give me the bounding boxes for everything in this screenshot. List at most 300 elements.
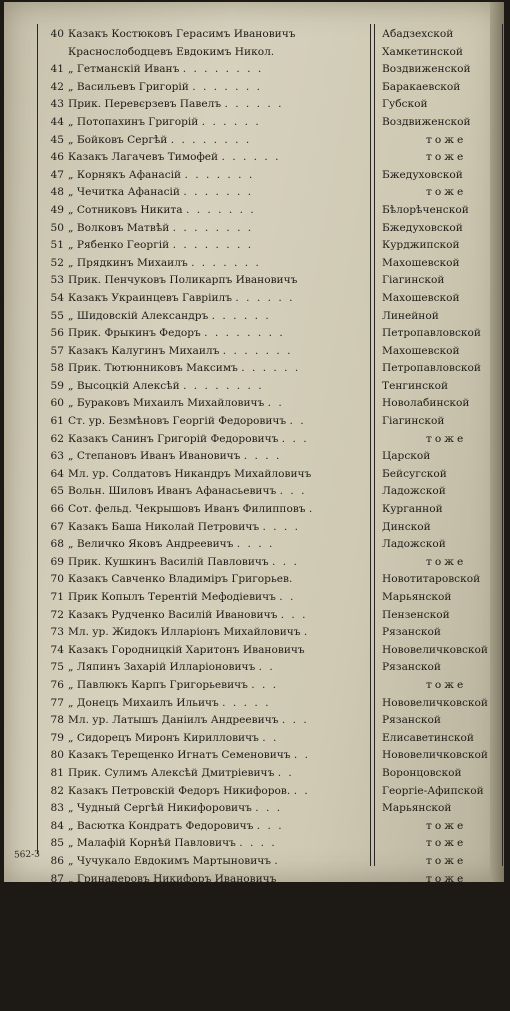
table-row bbox=[4, 360, 504, 378]
leader-dots: . . . . bbox=[236, 538, 275, 551]
row-number: 51 bbox=[50, 239, 64, 252]
rank-label: Вольн. bbox=[68, 485, 106, 498]
rank-label: „ bbox=[68, 731, 74, 744]
person-entry bbox=[68, 360, 368, 378]
table-row bbox=[4, 519, 504, 537]
stanitsa-name: Царской bbox=[382, 450, 431, 463]
rank-label: Сот. фельд. bbox=[68, 503, 133, 516]
table-row bbox=[4, 835, 504, 853]
row-number: 81 bbox=[50, 766, 64, 779]
table-row bbox=[4, 184, 504, 202]
leader-dots: . . bbox=[293, 784, 310, 797]
row-number: 49 bbox=[50, 203, 64, 216]
rank-label: „ bbox=[68, 186, 74, 199]
row-number: 94 bbox=[50, 995, 64, 1008]
stanitsa-name: тоже bbox=[426, 133, 467, 146]
person-name: Фрыкинъ Федоръ bbox=[104, 327, 201, 340]
row-number: 46 bbox=[50, 151, 64, 164]
stanitsa-name: Ладожской bbox=[382, 538, 446, 551]
person-entry bbox=[68, 571, 368, 589]
row-number: 70 bbox=[50, 573, 64, 586]
leader-dots: . . . bbox=[255, 978, 283, 991]
leader-dots: . bbox=[303, 626, 310, 639]
leader-dots: . . . . . . . . bbox=[204, 327, 285, 340]
stanitsa-name: Петропавловской bbox=[382, 362, 481, 375]
stanitsa-name: Воздвиженской bbox=[382, 115, 471, 128]
row-number: 48 bbox=[50, 186, 64, 199]
stanitsa-name: Рязанской bbox=[382, 626, 441, 639]
rank-label: Казакъ bbox=[68, 151, 108, 164]
person-name: Тютюнниковъ Максимъ bbox=[104, 362, 238, 375]
leader-dots: . . . bbox=[255, 802, 283, 815]
row-number: 78 bbox=[50, 714, 64, 727]
stanitsa-name: Пензенской bbox=[382, 608, 450, 621]
person-name: Сотниковъ Никита bbox=[76, 203, 183, 216]
row-number: 52 bbox=[50, 256, 64, 269]
person-entry bbox=[68, 554, 368, 572]
person-name: Васильевъ Григорій bbox=[76, 80, 189, 93]
person-name: Чечитка Афанасій bbox=[76, 186, 180, 199]
table-row bbox=[4, 589, 504, 607]
leader-dots: . . . bbox=[251, 678, 279, 691]
row-number: 56 bbox=[50, 327, 64, 340]
person-entry bbox=[68, 871, 368, 889]
row-number: 44 bbox=[50, 115, 64, 128]
person-name: Кушкинъ Василій Павловичъ bbox=[104, 555, 269, 568]
table-row bbox=[4, 44, 504, 62]
table-row bbox=[4, 237, 504, 255]
person-name: Терещенко Игнатъ Семеновичъ bbox=[111, 749, 291, 762]
person-entry bbox=[68, 96, 368, 114]
row-number: 87 bbox=[50, 872, 64, 885]
leader-dots: . . . . bbox=[262, 520, 301, 533]
person-name: Костюковъ Герасимъ Ивановичъ bbox=[111, 28, 296, 40]
person-entry bbox=[68, 730, 368, 748]
rank-label: Прик. bbox=[68, 766, 102, 779]
table-row bbox=[4, 800, 504, 818]
rank-label: „ bbox=[68, 203, 74, 216]
person-entry bbox=[68, 712, 368, 730]
person-entry bbox=[68, 958, 368, 976]
rank-label: Ст. ур. bbox=[68, 415, 106, 428]
table-row bbox=[4, 536, 504, 554]
person-name: Шиловъ Иванъ Афанасьевичъ bbox=[108, 485, 277, 498]
row-number: 88 bbox=[50, 890, 64, 903]
table-row bbox=[4, 167, 504, 185]
row-number: 82 bbox=[50, 784, 64, 797]
rank-label: Прик. bbox=[68, 362, 102, 375]
row-number: 63 bbox=[50, 450, 64, 463]
stanitsa-name: Кирпильской bbox=[382, 890, 457, 903]
stanitsa-name: Ладожской bbox=[382, 485, 446, 498]
rank-label: „ bbox=[68, 837, 74, 850]
stanitsa-name: Рязанской bbox=[382, 661, 441, 674]
person-entry bbox=[68, 79, 368, 97]
rank-label: Прик. bbox=[68, 98, 102, 111]
table-row bbox=[4, 114, 504, 132]
leader-dots: . . . . . . . bbox=[183, 186, 254, 199]
stanitsa-name: Махошевской bbox=[382, 256, 460, 269]
table-row bbox=[4, 765, 504, 783]
rank-label: „ bbox=[68, 450, 74, 463]
table-row bbox=[4, 272, 504, 290]
stanitsa-name: Курганной bbox=[382, 503, 443, 516]
leader-dots: . . . . . . bbox=[224, 98, 284, 111]
stanitsa-name: тоже bbox=[426, 678, 467, 691]
rank-label: „ bbox=[68, 115, 74, 128]
row-number: 68 bbox=[50, 538, 64, 551]
leader-dots: . . . bbox=[272, 555, 299, 568]
rank-label: Казакъ bbox=[68, 432, 108, 445]
leader-dots: . . . . bbox=[263, 890, 302, 903]
person-name: Лагачевъ Тимофей bbox=[111, 151, 219, 164]
rank-label: „ bbox=[68, 872, 74, 885]
person-entry bbox=[68, 395, 368, 413]
rank-label: „ bbox=[68, 978, 74, 991]
leader-dots: . . . . . . . bbox=[192, 80, 262, 93]
rank-label: Казакъ bbox=[68, 28, 108, 40]
rank-label: „ bbox=[68, 854, 74, 867]
person-name: Донецъ Михаилъ Ильичъ bbox=[76, 696, 219, 709]
table-row bbox=[4, 906, 504, 924]
leader-dots: . . . . . . . . bbox=[172, 221, 254, 234]
person-entry bbox=[68, 114, 368, 132]
leader-dots: . bbox=[274, 854, 280, 867]
person-name: Рябенко Георгій bbox=[76, 239, 170, 252]
rank-label: „ bbox=[68, 942, 74, 955]
table-row bbox=[4, 747, 504, 765]
rank-label: „ bbox=[68, 63, 74, 76]
stanitsa-name: тоже bbox=[426, 151, 467, 164]
person-name: Жидокъ Илларіонъ Михайловичъ bbox=[112, 626, 301, 639]
table-row bbox=[4, 783, 504, 801]
leader-dots: . . . . . . . bbox=[222, 344, 293, 357]
row-number: 86 bbox=[50, 854, 64, 867]
stanitsa-name: тоже bbox=[426, 837, 467, 850]
person-entry bbox=[68, 659, 368, 677]
person-name: Потопахинъ Григорій bbox=[76, 115, 199, 128]
rank-label: Казакъ bbox=[68, 643, 108, 656]
rank-label: Прик. bbox=[68, 555, 102, 568]
person-entry bbox=[68, 255, 368, 273]
person-name: Перевєрзевъ Павелъ bbox=[104, 98, 222, 111]
row-number: 54 bbox=[50, 291, 64, 304]
leader-dots: . . . . bbox=[239, 837, 277, 850]
stanitsa-name: тоже bbox=[426, 819, 467, 832]
row-number: 58 bbox=[50, 362, 64, 375]
leader-dots: . . . . . . bbox=[221, 151, 281, 164]
rank-label: „ bbox=[68, 802, 74, 815]
stanitsa-name: Уманской bbox=[382, 925, 438, 938]
stanitsa-name: Петропавловской bbox=[382, 327, 481, 340]
rank-label: „ bbox=[68, 80, 74, 93]
row-number: 57 bbox=[50, 344, 64, 357]
person-entry bbox=[68, 343, 368, 361]
table-row bbox=[4, 958, 504, 976]
table-row bbox=[4, 554, 504, 572]
leader-dots: . . bbox=[279, 591, 296, 603]
document-page bbox=[4, 2, 504, 1008]
person-name: Чучукало Евдокимъ Мартыновичъ bbox=[76, 854, 272, 867]
person-entry bbox=[68, 906, 368, 924]
row-number: 53 bbox=[50, 274, 64, 287]
leader-dots: . . bbox=[262, 731, 279, 744]
stanitsa-name: Линейной bbox=[382, 309, 439, 322]
row-number: 67 bbox=[50, 520, 64, 533]
table-row bbox=[4, 132, 504, 150]
row-number: 41 bbox=[50, 63, 64, 76]
person-name: Городницкій Харитонъ Ивановичъ bbox=[111, 643, 305, 656]
stanitsa-name: Баракаевской bbox=[382, 80, 461, 93]
leader-dots: . . . . . . . bbox=[185, 203, 256, 216]
rank-label: „ bbox=[68, 309, 74, 322]
rank-label: Мл. ур. bbox=[68, 467, 109, 480]
rank-label: „ bbox=[68, 538, 74, 551]
row-number: 73 bbox=[50, 626, 64, 639]
leader-dots: . . . . bbox=[268, 907, 306, 920]
table-row bbox=[4, 290, 504, 308]
row-number: 89 bbox=[50, 907, 64, 920]
table-row bbox=[4, 976, 504, 994]
row-number: 85 bbox=[50, 837, 64, 850]
leader-dots: . . . . . . . . bbox=[172, 239, 254, 252]
stanitsa-name: Хамкетинской bbox=[382, 45, 463, 58]
person-name: Ляпинъ Захарій Илларіоновичъ bbox=[76, 661, 256, 674]
row-number: 90 bbox=[50, 925, 64, 938]
person-name: Бойковъ Сергѣй bbox=[76, 133, 168, 146]
person-entry bbox=[68, 923, 368, 941]
table-row bbox=[4, 730, 504, 748]
stanitsa-name: Нововеличковской bbox=[382, 749, 488, 762]
person-entry bbox=[68, 976, 368, 994]
person-name: Петровскій Федоръ Никифоров. bbox=[111, 784, 291, 797]
rank-label: Мл. ур. bbox=[68, 626, 109, 639]
rank-label: „ bbox=[68, 925, 74, 938]
leader-dots: . . . bbox=[253, 925, 280, 938]
leader-dots: . . bbox=[293, 749, 311, 762]
person-name: Рудченко Василій Ивановичъ bbox=[111, 608, 278, 621]
row-number: 77 bbox=[50, 696, 64, 709]
table-row bbox=[4, 923, 504, 941]
person-entry bbox=[68, 184, 368, 202]
table-row bbox=[4, 571, 504, 589]
stanitsa-name: Нововеличковской bbox=[382, 643, 488, 656]
person-entry bbox=[68, 167, 368, 185]
table-row bbox=[4, 325, 504, 343]
person-name: Грицай Ксюша Гавриловичъ bbox=[104, 907, 265, 920]
person-name: Пенчуковъ Поликарпъ Ивановичъ bbox=[104, 274, 298, 287]
person-entry bbox=[68, 853, 368, 871]
person-entry bbox=[68, 237, 368, 255]
table-row bbox=[4, 642, 504, 660]
row-number: 40 bbox=[50, 28, 64, 40]
person-entry bbox=[68, 800, 368, 818]
person-name: Баша Николай Петровичъ bbox=[111, 520, 260, 533]
person-entry bbox=[68, 431, 368, 449]
leader-dots: . . . bbox=[280, 608, 308, 621]
table-row bbox=[4, 712, 504, 730]
stanitsa-name: тоже bbox=[426, 186, 467, 199]
stanitsa-name: Екатериновской bbox=[382, 978, 475, 991]
row-number: 71 bbox=[50, 591, 64, 603]
person-entry bbox=[68, 202, 368, 220]
stanitsa-name: Гіагинской bbox=[382, 274, 445, 287]
person-entry bbox=[68, 26, 368, 44]
person-entry bbox=[68, 61, 368, 79]
table-row bbox=[4, 61, 504, 79]
person-entry bbox=[68, 783, 368, 801]
leader-dots: . . bbox=[277, 766, 294, 779]
table-row bbox=[4, 888, 504, 906]
row-number: 55 bbox=[50, 309, 64, 322]
stanitsa-name: Новотитаровской bbox=[382, 573, 481, 586]
leader-dots: . . . . . . . . bbox=[183, 379, 264, 392]
table-row bbox=[4, 413, 504, 431]
rank-label: „ bbox=[68, 239, 74, 252]
person-name: Украинцевъ Гавріилъ bbox=[111, 291, 233, 304]
person-entry bbox=[68, 378, 368, 396]
person-name: Кельнъ Матвѣй Ивановичъ bbox=[108, 890, 261, 903]
person-name: Безмѣновъ Георгій Федоровичъ bbox=[108, 415, 287, 428]
leader-dots: . . . . bbox=[243, 450, 282, 463]
row-number: 80 bbox=[50, 749, 64, 762]
leader-dots: . . . bbox=[281, 714, 309, 727]
person-name: Гетманскій Иванъ bbox=[76, 63, 180, 76]
person-entry bbox=[68, 941, 368, 959]
person-entry bbox=[68, 835, 368, 853]
rank-label: Прик bbox=[68, 591, 98, 603]
leader-dots: . . . bbox=[279, 485, 307, 498]
leader-dots: . . bbox=[267, 397, 284, 410]
leader-dots: . . . . . . bbox=[235, 291, 295, 304]
leader-dots: . bbox=[267, 942, 273, 955]
table-row bbox=[4, 378, 504, 396]
table-row bbox=[4, 149, 504, 167]
person-name: Величко Яковъ Андреевичъ bbox=[76, 538, 234, 551]
table-row bbox=[4, 624, 504, 642]
stanitsa-name: Абадзехской bbox=[382, 28, 454, 40]
table-row bbox=[4, 941, 504, 959]
person-entry bbox=[68, 483, 368, 501]
person-entry bbox=[68, 325, 368, 343]
leader-dots: . . . . . . bbox=[201, 115, 261, 128]
row-number: 60 bbox=[50, 397, 64, 410]
person-name: Степановъ Иванъ Ивановичъ bbox=[76, 450, 241, 463]
table-row bbox=[4, 220, 504, 238]
stanitsa-name: Махошевской bbox=[382, 291, 460, 304]
person-name: Малафій Корнѣй Павловичъ bbox=[76, 837, 236, 850]
person-entry bbox=[68, 501, 368, 519]
table-row bbox=[4, 202, 504, 220]
stanitsa-name: Георгіе-Афипской bbox=[382, 784, 484, 797]
person-entry bbox=[68, 290, 368, 308]
row-number: 84 bbox=[50, 819, 64, 832]
person-name: Прядкинъ Михаилъ bbox=[76, 256, 188, 269]
table-row bbox=[4, 255, 504, 273]
rank-label: „ bbox=[68, 168, 74, 181]
leader-dots: . . . . . . . . bbox=[182, 63, 264, 76]
table-row bbox=[4, 695, 504, 713]
table-row bbox=[4, 818, 504, 836]
person-entry bbox=[68, 888, 368, 906]
person-name: Шидовскій Александръ bbox=[76, 309, 209, 322]
stanitsa-name: Новолабинской bbox=[382, 397, 470, 410]
row-number: 65 bbox=[50, 485, 64, 498]
rank-label: Прик. bbox=[68, 907, 102, 920]
stanitsa-name: Отрадной bbox=[382, 907, 437, 920]
person-name: Ильченко Ефимъ Алексѣевичъ bbox=[76, 925, 250, 938]
person-name: Левченко Андрей Іульяновичъ bbox=[76, 960, 250, 973]
person-name: Павлюкъ Карпъ Григорьевичъ bbox=[76, 678, 248, 691]
person-entry bbox=[68, 624, 368, 642]
rank-label: Прик. bbox=[68, 327, 102, 340]
row-number: 76 bbox=[50, 678, 64, 691]
stanitsa-name: Марьянской bbox=[382, 591, 452, 603]
person-entry bbox=[68, 448, 368, 466]
row-number: 79 bbox=[50, 731, 64, 744]
table-row bbox=[4, 871, 504, 889]
stanitsa-name: Марьянской bbox=[382, 802, 452, 815]
stanitsa-name: Челбасской bbox=[382, 995, 448, 1008]
stanitsa-name: Рязанской bbox=[382, 714, 441, 727]
row-number: 69 bbox=[50, 555, 64, 568]
stanitsa-name: Бжедуховской bbox=[382, 221, 463, 234]
person-name: Латышъ Даніилъ Андреевичъ bbox=[112, 714, 279, 727]
person-entry bbox=[68, 132, 368, 150]
person-entry bbox=[68, 642, 368, 660]
row-number: 66 bbox=[50, 503, 64, 516]
leader-dots: . . . bbox=[281, 432, 309, 445]
rank-label: Казакъ bbox=[68, 784, 108, 797]
person-name: Корнякъ Афанасій bbox=[76, 168, 182, 181]
row-number: 72 bbox=[50, 608, 64, 621]
stanitsa-name: Крыловской bbox=[382, 960, 451, 973]
rank-label: „ bbox=[68, 256, 74, 269]
stanitsa-name: Воздвиженской bbox=[382, 63, 471, 76]
person-name: Давиденко Георгій Трофимовичъ bbox=[76, 942, 264, 955]
stanitsa-name: Нововеличковской bbox=[382, 696, 488, 709]
person-name: Сидорецъ Миронъ Кирилловичъ bbox=[76, 731, 259, 744]
table-row bbox=[4, 483, 504, 501]
rank-label: Казакъ bbox=[68, 344, 108, 357]
row-number: 61 bbox=[50, 415, 64, 428]
table-row bbox=[4, 677, 504, 695]
stanitsa-name: Бейсугской bbox=[382, 467, 447, 480]
row-number: 62 bbox=[50, 432, 64, 445]
table-row bbox=[4, 308, 504, 326]
leader-dots: . . . . . . bbox=[211, 309, 271, 322]
leader-dots: . . . bbox=[256, 819, 284, 832]
table-row bbox=[4, 466, 504, 484]
person-name: Вакуленко Василій Іссифовичъ bbox=[76, 978, 253, 991]
person-name: Чекрышовъ Иванъ Филипповъ bbox=[135, 503, 306, 516]
person-name: Сулимъ Алексѣй Дмитріевичъ bbox=[104, 766, 275, 779]
stanitsa-name: Тенгинской bbox=[382, 379, 449, 392]
person-name: Высоцкій Алексѣй bbox=[76, 379, 180, 392]
leader-dots: . . . bbox=[252, 960, 280, 973]
leader-dots: . . . . . bbox=[222, 696, 271, 709]
row-number: 47 bbox=[50, 168, 64, 181]
person-entry bbox=[68, 272, 368, 290]
row-number: 92 bbox=[50, 960, 64, 973]
rank-label: Казакъ bbox=[68, 573, 108, 586]
person-entry bbox=[68, 765, 368, 783]
table-row bbox=[4, 431, 504, 449]
person-name: Волковъ Матвѣй bbox=[76, 221, 170, 234]
row-number: 43 bbox=[50, 98, 64, 111]
rank-label: Мл. ур. bbox=[68, 714, 109, 727]
rank-label: „ bbox=[68, 696, 74, 709]
